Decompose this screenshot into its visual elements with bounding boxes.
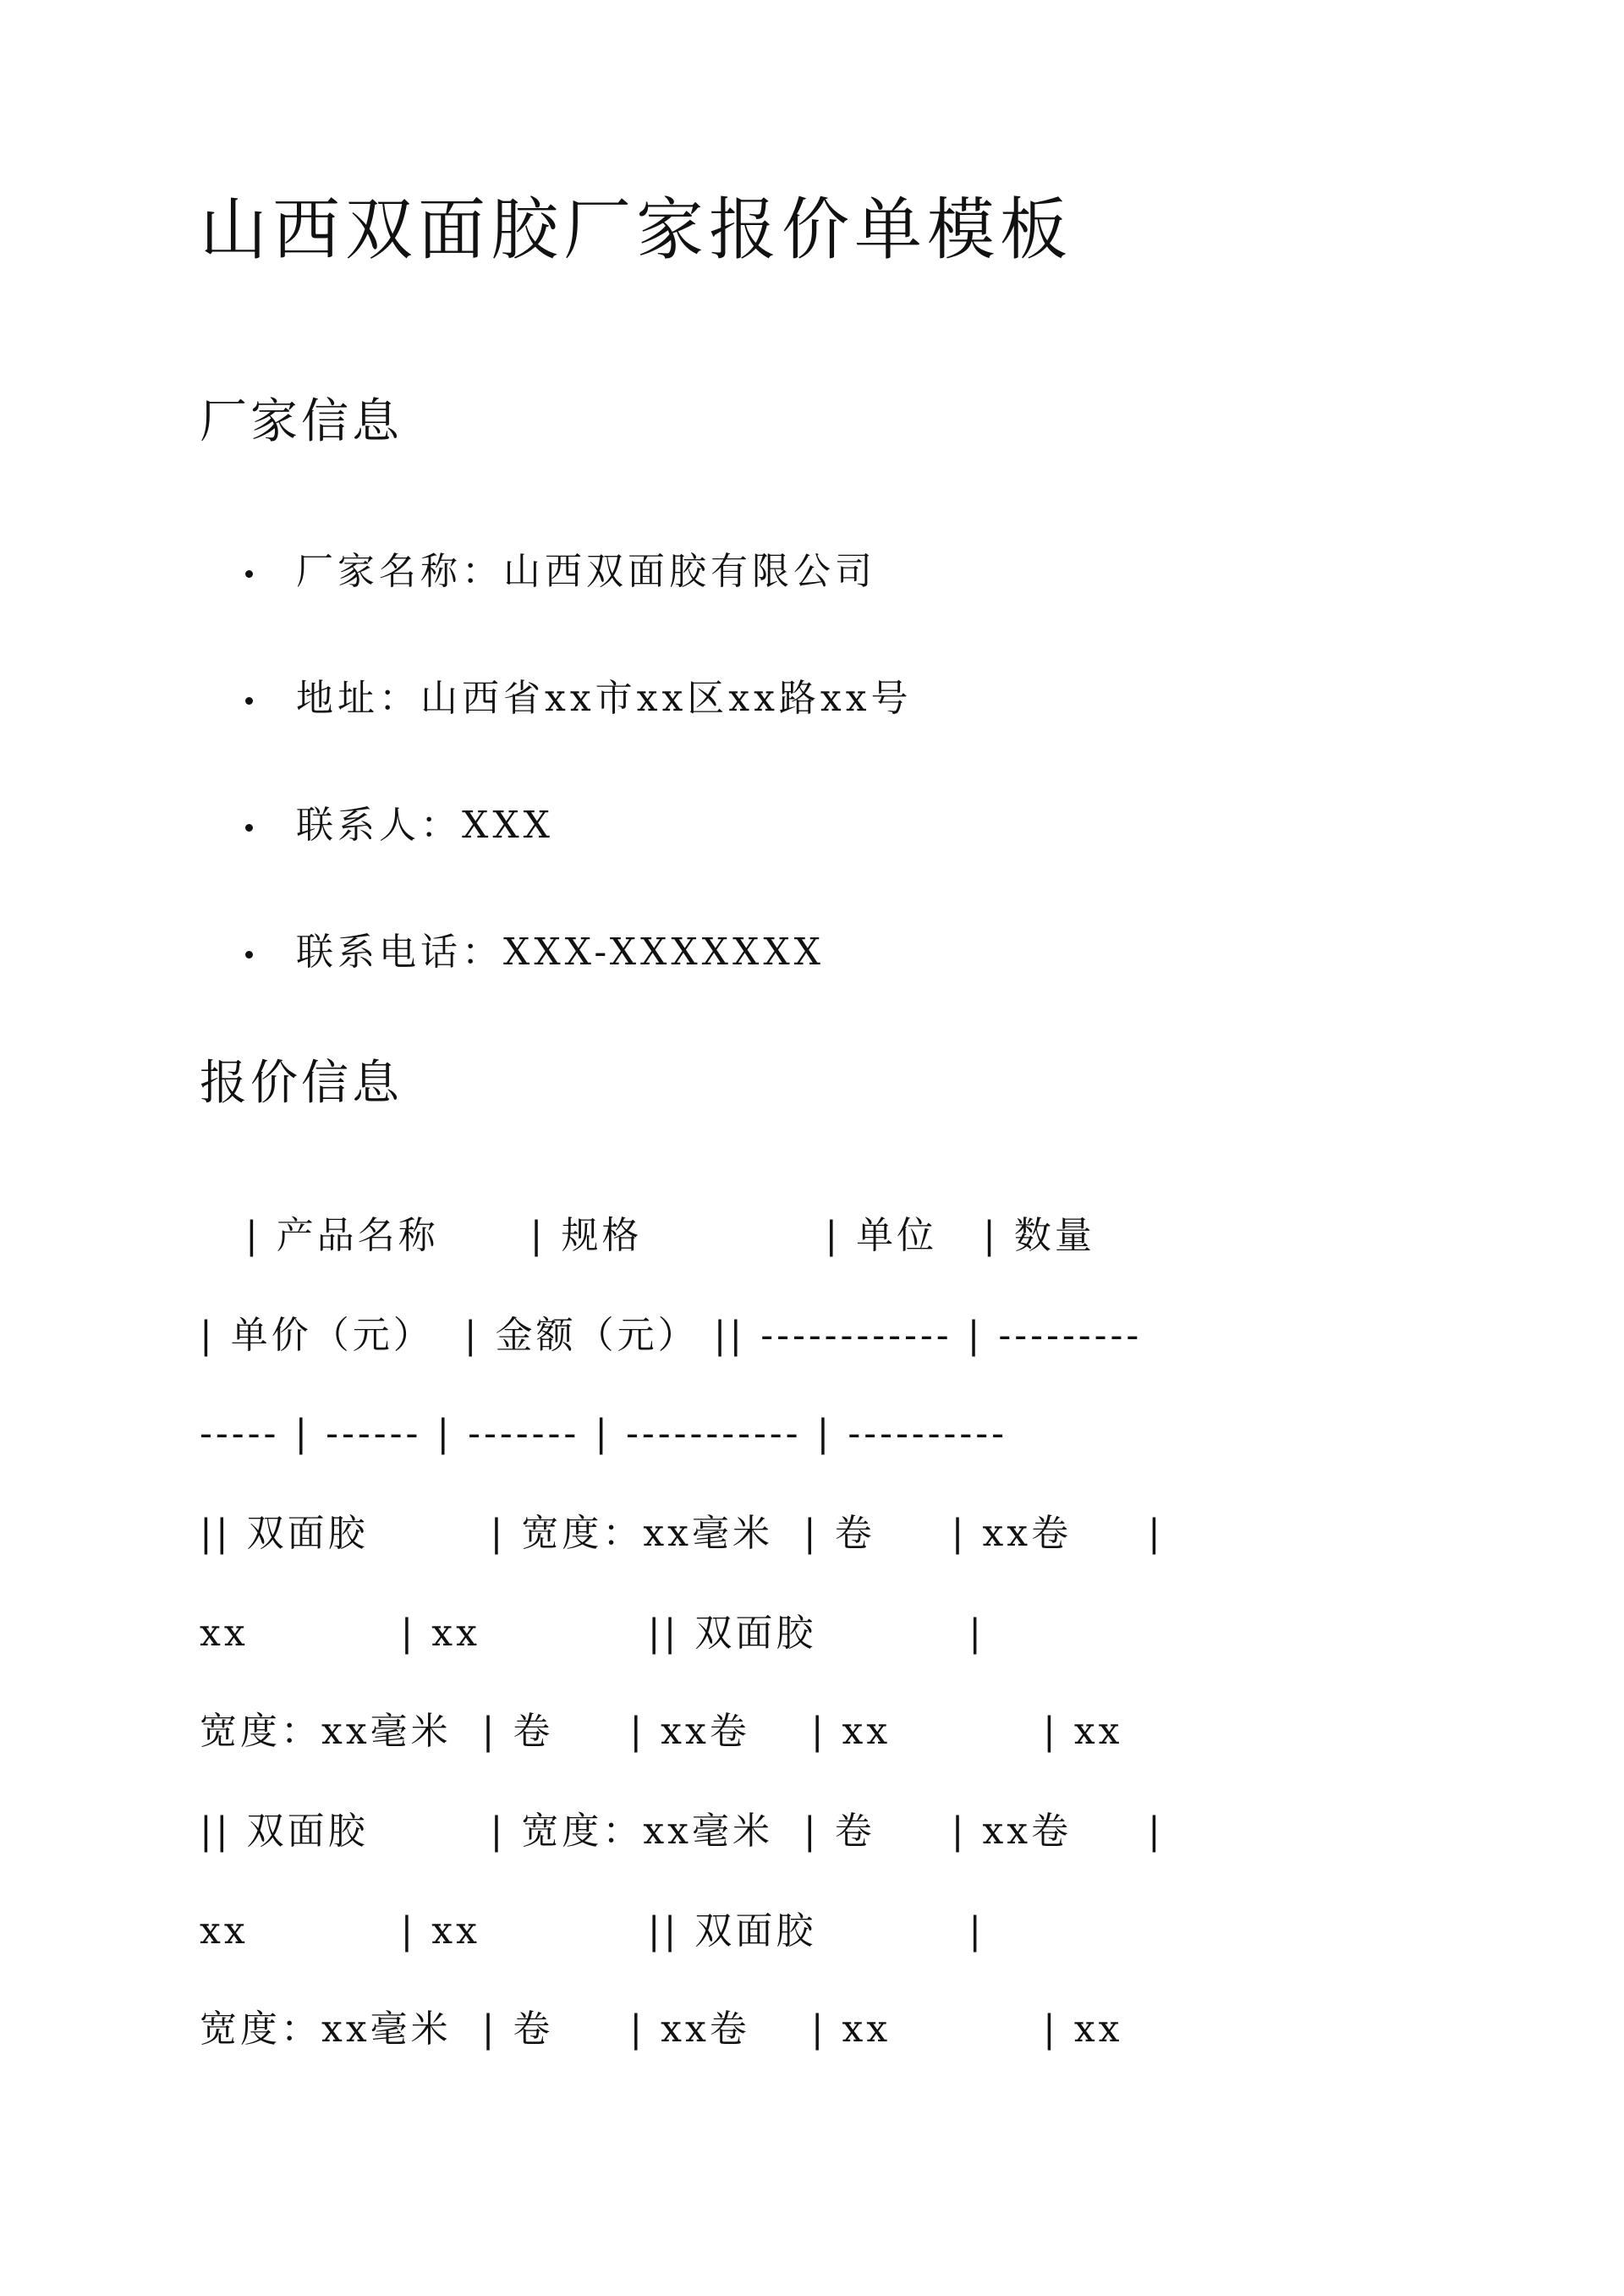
list-item	[245, 550, 876, 595]
table-line: | 单价（元） | 金额（元） || ------------ | ---------	[200, 1314, 1143, 1357]
vendor-info-heading: 厂家信息	[200, 394, 403, 449]
page-title: 山西双面胶厂家报价单模板	[200, 190, 1073, 269]
vendor-name: 厂家名称：山西双面胶有限公司	[296, 550, 876, 593]
table-line: | 产品名称 | 规格 | 单位 | 数量	[200, 1214, 1095, 1257]
table-line: 宽度：xx毫米 | 卷 | xx卷 | xx | xx	[200, 1710, 1123, 1753]
table-line: || 双面胶 | 宽度：xx毫米 | 卷 | xx卷 |	[200, 1512, 1164, 1555]
list-item	[245, 931, 825, 975]
table-line: ----- | ------ | ------- | ----------- | ----------	[200, 1412, 1008, 1455]
list-item	[245, 677, 913, 722]
quote-info-heading: 报价信息	[200, 1056, 403, 1111]
table-line: || 双面胶 | 宽度：xx毫米 | 卷 | xx卷 |	[200, 1810, 1164, 1853]
table-line: 宽度：xx毫米 | 卷 | xx卷 | xx | xx	[200, 2008, 1123, 2051]
vendor-contact: 联系人：XXX	[296, 804, 554, 847]
table-line: xx | xx || 双面胶 |	[200, 1909, 985, 1953]
list-item	[245, 804, 554, 849]
vendor-phone: 联系电话：XXX-XXXXXXX	[296, 931, 825, 974]
table-line: xx | xx || 双面胶 |	[200, 1612, 985, 1655]
vendor-address: 地址：山西省xx市xx区xx路xx号	[296, 677, 913, 720]
